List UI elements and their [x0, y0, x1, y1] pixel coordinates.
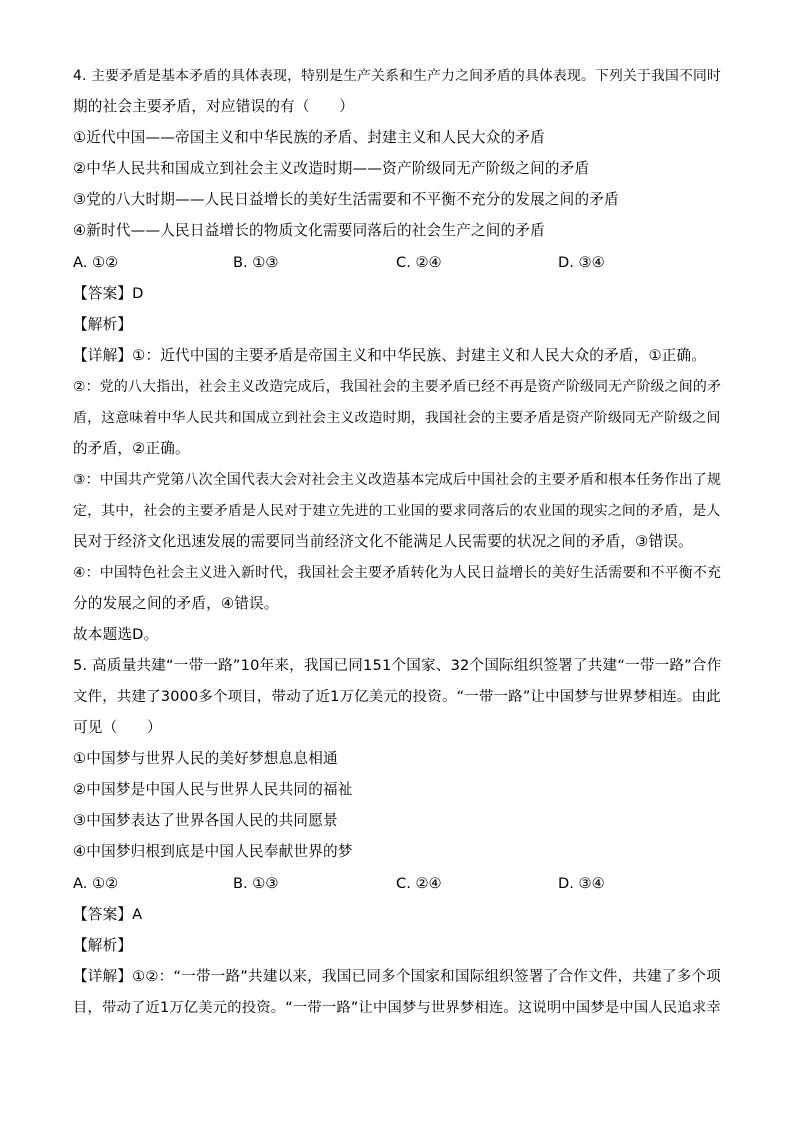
q5-analysis-label: 【解析】 — [73, 937, 133, 954]
q4-explanation-line-7: 民对于经济文化迅速发展的需要同当前经济文化不能满足人民需要的状况之间的矛盾，③错误。 — [73, 533, 693, 550]
q5-explanation-line-1: 【详解】①②：“一带一路”共建以来，我国已同多个国家和国际组织签署了合作文件，共建了多个项 — [73, 968, 721, 985]
q4-option-a: A. ①② — [73, 254, 119, 271]
q4-stem-line-1: 4. 主要矛盾是基本矛盾的具体表现，特别是生产关系和生产力之间矛盾的具体表现。下列关于我国不同时 — [73, 68, 722, 84]
q5-explanation-line-2: 目，带动了近1万亿美元的投资。“一带一路”让中国梦与世界梦相连。这说明中国梦是中国人民追求幸 — [73, 1000, 721, 1016]
q4-explanation-line-4: 的矛盾，②正确。 — [73, 440, 190, 457]
q4-explanation-line-5: ③：中国共产党第八次全国代表大会对社会主义改造基本完成后中国社会的主要矛盾和根本任务作出了规 — [73, 472, 722, 488]
q5-option-d: D. ③④ — [558, 875, 605, 892]
q4-explanation-line-6: 定，其中，社会的主要矛盾是人民对于建立先进的工业国的要求同落后的农业国的现实之间的矛盾，是人 — [73, 503, 721, 519]
q5-statement-4: ④中国梦归根到底是中国人民奉献世界的梦 — [73, 843, 353, 860]
q4-explanation-line-9: 分的发展之间的矛盾，④错误。 — [73, 595, 279, 612]
q5-statement-3: ③中国梦表达了世界各国人民的共同愿景 — [73, 812, 338, 829]
q4-explanation-line-2: ②：党的八大指出，社会主义改造完成后，我国社会的主要矛盾已经不再是资产阶级同无产阶级之间的矛 — [73, 379, 722, 395]
q5-stem-line-2: 文件，共建了3000多个项目，带动了近1万亿美元的投资。“一带一路”让中国梦与世界梦相连。由此 — [73, 689, 721, 705]
q4-option-b: B. ①③ — [233, 254, 279, 271]
q4-statement-2: ②中华人民共和国成立到社会主义改造时期——资产阶级同无产阶级之间的矛盾 — [73, 160, 590, 177]
q4-explanation-line-8: ④：中国特色社会主义进入新时代，我国社会主要矛盾转化为人民日益增长的美好生活需要和不平衡不充 — [73, 565, 722, 581]
q4-analysis-label: 【解析】 — [73, 316, 133, 333]
q4-option-c: C. ②④ — [396, 254, 442, 271]
q4-statement-1: ①近代中国——帝国主义和中华民族的矛盾、封建主义和人民大众的矛盾 — [73, 129, 545, 146]
q5-statement-1: ①中国梦与世界人民的美好梦想息息相通 — [73, 750, 338, 767]
q5-statement-2: ②中国梦是中国人民与世界人民共同的福祉 — [73, 781, 353, 798]
q4-explanation-line-3: 盾，这意味着中华人民共和国成立到社会主义改造时期，我国社会的主要矛盾是资产阶级同无产阶级之间 — [73, 410, 721, 426]
q4-statement-3: ③党的八大时期——人民日益增长的美好生活需要和不平衡不充分的发展之间的矛盾 — [73, 191, 619, 208]
q4-statement-4: ④新时代——人民日益增长的物质文化需要同落后的社会生产之间的矛盾 — [73, 222, 545, 239]
q4-conclusion: 故本题选D。 — [73, 626, 159, 643]
q4-option-d: D. ③④ — [558, 254, 605, 271]
q4-answer: 【答案】D — [73, 285, 144, 302]
q4-explanation-line-1: 【详解】①：近代中国的主要矛盾是帝国主义和中华民族、封建主义和人民大众的矛盾，①正确。 — [73, 347, 707, 364]
q5-answer: 【答案】A — [73, 906, 143, 923]
q5-option-b: B. ①③ — [233, 875, 279, 892]
q4-stem-line-2: 期的社会主要矛盾，对应错误的有（ ） — [73, 98, 355, 115]
q5-option-c: C. ②④ — [396, 875, 442, 892]
q5-option-a: A. ①② — [73, 875, 119, 892]
q5-stem-line-1: 5. 高质量共建“一带一路”10年来，我国已同151个国家、32个国际组织签署了共建“一带一路”合作 — [73, 657, 722, 674]
q5-stem-line-3: 可见（ ） — [73, 719, 162, 736]
